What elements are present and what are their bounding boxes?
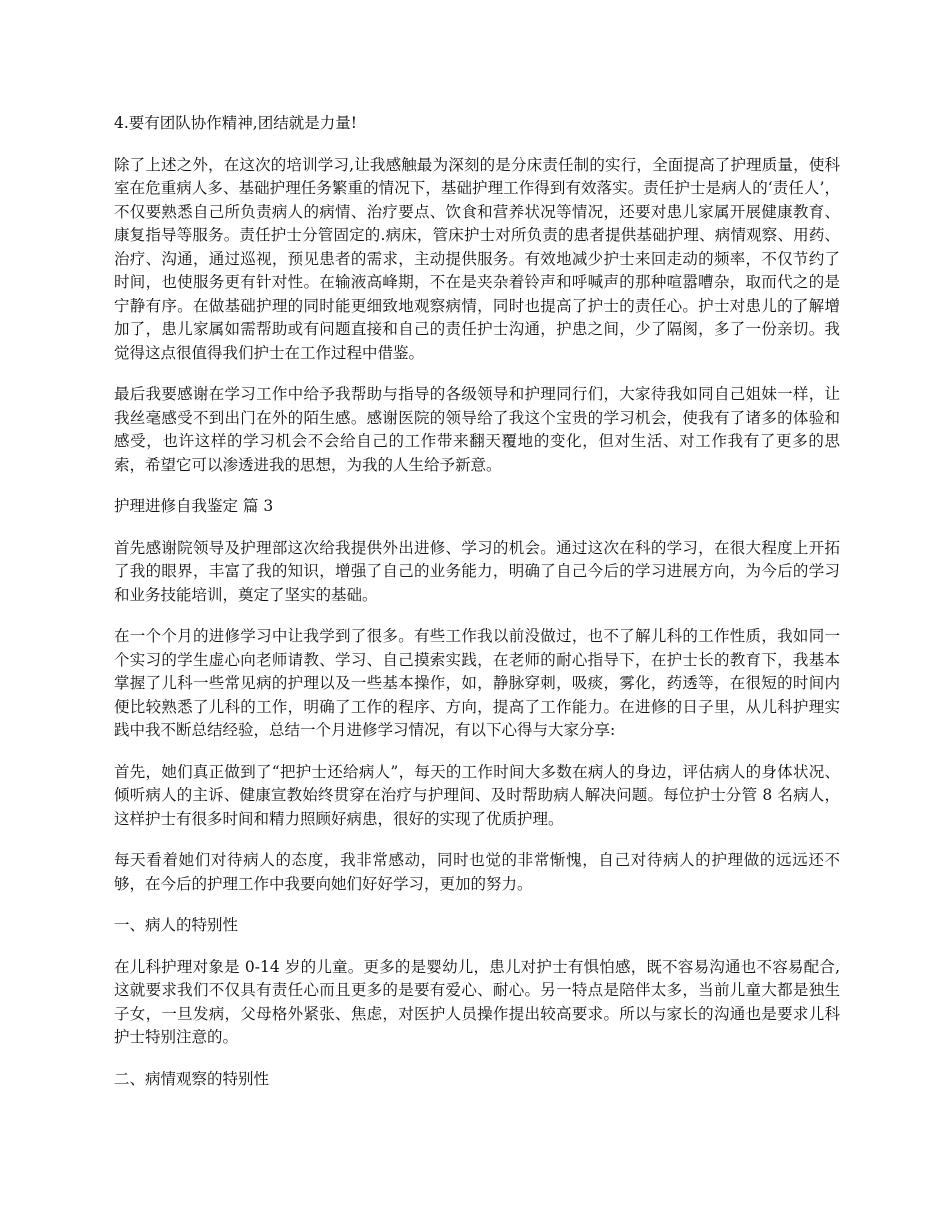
section-heading-teamwork: 4.要有团队协作精神,团结就是力量! — [114, 114, 357, 132]
paragraph-responsibility-system: 除了上述之外，在这次的培训学习,让我感触最为深刻的是分床责任制的实行，全面提高了护理质量，使科室在危重病人多、基础护理任务繁重的情况下，基础护理工作得到有效落实。责任护士是病人的‘责任人’，不仅要熟悉自己所负责病人的病情、治疗要点、饮食和营养状况等情况，还要对患儿家属开展健康教育、康复指导等服务。责任护士分管固定的.病床，管床护士对所负责的患者提供基础护理、病情观察、用药、治疗、沟通，通过巡视，预见患者的需求，主动提供服务。有效地减少护士来回走动的频率，不仅节约了时间，也使服务更有针对性。在输液高峰期，不在是夹杂着铃声和呼喊声的那种喧嚣嘈杂，取而代之的是宁静有序。在做基础护理的同时能更细致地观察病情，同时也提高了护士的责任心。护士对患儿的了解增加了，患儿家属如需帮助或有问题直接和自己的责任护士沟通，护患之间，少了隔阂，多了一份亲切。我觉得这点很值得我们护士在工作过程中借鉴。 — [114, 155, 840, 362]
paragraph-first-point: 首先，她们真正做到了“把护士还给病人”，每天的工作时间大多数在病人的身边，评估病人的身体状况、倾听病人的主诉、健康宣教始终贯穿在治疗与护理间、及时帮助病人解决问题。每位护士分管 8 名病人，这样护士有很多时间和精力照顾好病患，很好的实现了优质护理。 — [114, 762, 840, 828]
paragraph-thanks: 最后我要感谢在学习工作中给予我帮助与指导的各级领导和护理同行们，大家待我如同自己姐妹一样，让我丝毫感受不到出门在外的陌生感。感谢医院的领导给了我这个宝贵的学习机会，使我有了诸多的体验和感受，也许这样的学习机会不会给自己的工作带来翻天覆地的变化，但对生活、对工作我有了更多的思索，希望它可以渗透进我的思想，为我的人生给予新意。 — [114, 385, 840, 474]
paragraph-pediatric-patients: 在儿科护理对象是 0-14 岁的儿童。更多的是婴幼儿，患儿对护士有惧怕感，既不容易沟通也不容易配合,这就要求我们不仅具有责任心而且更多的是要有爱心、耐心。另一特点是陪伴太多，当前儿童大都是独生子女，一旦发病，父母格外紧张、焦虑，对医护人员操作提出较高要求。所以与家长的沟通也是要求儿科护士特别注意的。 — [114, 957, 840, 1046]
section-heading-part-3: 护理进修自我鉴定 篇 3 — [114, 497, 274, 515]
paragraph-gratitude-intro: 首先感谢院领导及护理部这次给我提供外出进修、学习的机会。通过这次在科的学习，在很大程度上开拓了我的眼界，丰富了我的知识，增强了自己的业务能力，明确了自己今后的学习进展方向，为今后的学习和业务技能培训，奠定了坚实的基础。 — [114, 538, 840, 604]
section-heading-patient-particularity: 一、病人的特别性 — [114, 916, 239, 934]
paragraph-attitude: 每天看着她们对待病人的态度，我非常感动，同时也觉的非常惭愧，自己对待病人的护理做的远远还不够，在今后的护理工作中我要向她们好好学习，更加的努力。 — [114, 851, 840, 893]
section-heading-observation-particularity: 二、病情观察的特别性 — [114, 1069, 270, 1088]
paragraph-study-experience: 在一个个月的进修学习中让我学到了很多。有些工作我以前没做过，也不了解儿科的工作性质，我如同一个实习的学生虚心向老师请教、学习、自己摸索实践，在老师的耐心指导下，在护士长的教育下，我基本掌握了儿科一些常见病的护理以及一些基本操作，如，静脉穿刺，吸痰，雾化，药透等，在很短的时间内便比较熟悉了儿科的工作，明确了工作的程序、方向，提高了工作能力。在进修的日子里，从儿科护理实践中我不断总结经验，总结一个月进修学习情况，有以下心得与大家分享: — [114, 627, 840, 739]
